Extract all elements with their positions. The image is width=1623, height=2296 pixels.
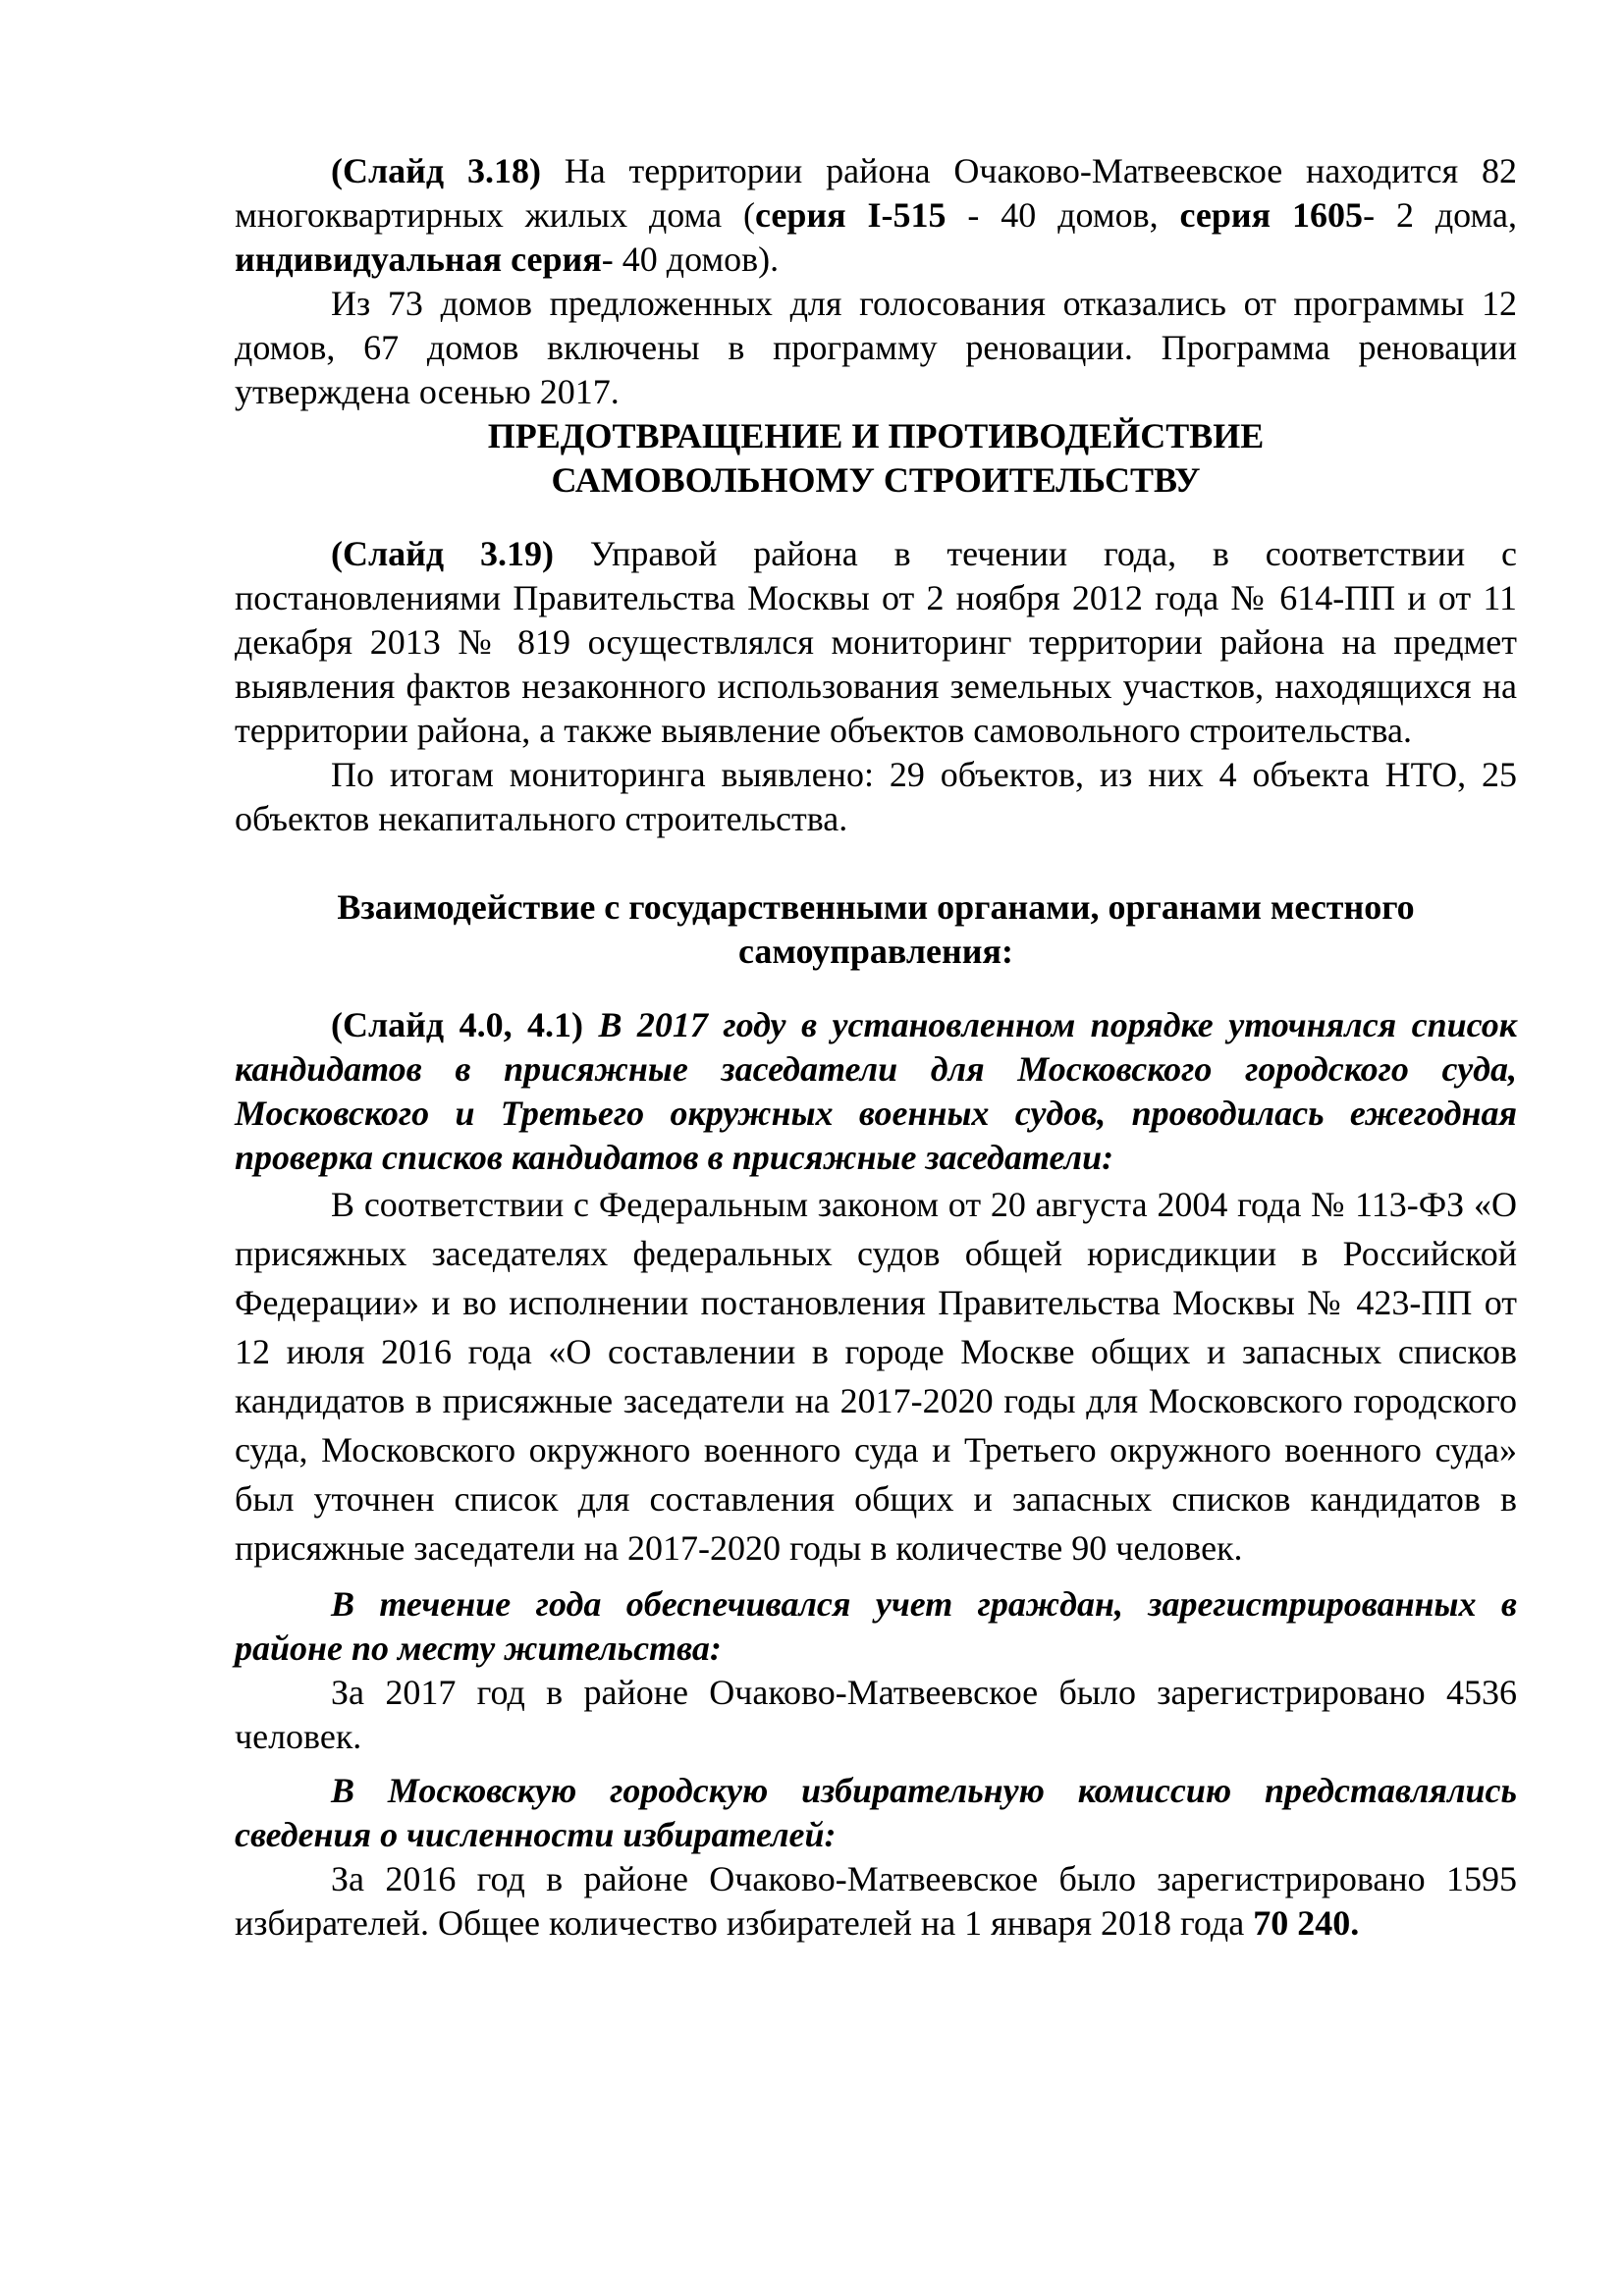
- italic-text: В 2017 году в установленном порядке уточнялся список кандидатов в присяжные заседатели для Московского городского суда, Московского и Третьего окружных военных судов, проводилась ежегодная проверка списков кандидатов в присяжные заседатели:: [235, 1005, 1518, 1177]
- slide-ref: (Слайд 3.18): [331, 151, 541, 190]
- section-heading-interaction: [235, 885, 1517, 974]
- section-heading-construction: [235, 414, 1517, 503]
- page-content: [235, 149, 1517, 1946]
- heading-line-2: САМОВОЛЬНОМУ СТРОИТЕЛЬСТВУ: [551, 460, 1201, 500]
- paragraph-registration-heading: В течение года обеспечивался учет граждан, зарегистрированных в районе по месту жительства:: [235, 1584, 1517, 1668]
- heading-line-2: самоуправления:: [738, 932, 1013, 971]
- paragraph-slide-4: [235, 1003, 1517, 1180]
- paragraph-renovation: Из 73 домов предложенных для голосования отказались от программы 12 домов, 67 домов включены в программу реновации. Программа реновации утверждена осенью 2017.: [235, 284, 1517, 411]
- bold-series: индивидуальная серия: [235, 240, 602, 279]
- text: Управой района в течении года, в соответствии с постановлениями Правительства Москвы от 2 ноября 2012 года № 614-ПП и от 11 декабря 2013 № 819 осуществлялся мониторинг территории района на предмет выявления фактов незаконного использования земельных участков, находящихся на территории района, а также выявление объектов самовольного строительства.: [235, 534, 1517, 750]
- paragraph-slide-3-18: [235, 149, 1517, 282]
- text: За 2016 год в районе Очаково-Матвеевское было зарегистрировано 1595 избирателей. Общее количество избирателей на 1 января 2018 года: [235, 1859, 1517, 1943]
- slide-ref: (Слайд 3.19): [331, 534, 554, 573]
- slide-ref: (Слайд 4.0, 4.1): [331, 1005, 584, 1044]
- paragraph-federal-law: В соответствии с Федеральным законом от 20 августа 2004 года № 113-ФЗ «О присяжных заседателях федеральных судов общей юрисдикции в Российской Федерации» и во исполнении постановления Правительства Москвы № 423-ПП от 12 июля 2016 года «О составлении в городе Москве общих и запасных списков кандидатов в присяжные заседатели на 2017-2020 годы для Московского городского суда, Московского окружного военного суда и Третьего окружного военного суда» был уточнен список для составления общих и запасных списков кандидатов в присяжные заседатели на 2017-2020 годы в количестве 90 человек.: [235, 1185, 1517, 1568]
- paragraph-slide-3-19: [235, 532, 1517, 753]
- text: - 40 домов,: [946, 195, 1180, 235]
- paragraph-election-commission: В Московскую городскую избирательную комиссию представлялись сведения о численности избирателей:: [235, 1771, 1517, 1854]
- paragraph-registration-count: За 2017 год в районе Очаково-Матвеевское было зарегистрировано 4536 человек.: [235, 1673, 1517, 1756]
- bold-series: серия 1605: [1179, 195, 1364, 235]
- paragraph-monitoring-results: По итогам мониторинга выявлено: 29 объектов, из них 4 объекта НТО, 25 объектов некапитального строительства.: [235, 755, 1517, 838]
- paragraph-voters: [235, 1857, 1517, 1946]
- text: - 2 дома,: [1363, 195, 1517, 235]
- heading-line-1: ПРЕДОТВРАЩЕНИЕ И ПРОТИВОДЕЙСТВИЕ: [487, 416, 1265, 455]
- voters-total: 70 240.: [1253, 1903, 1360, 1943]
- heading-line-1: Взаимодействие с государственными органами, органами местного: [337, 887, 1415, 927]
- text: - 40 домов).: [601, 240, 780, 279]
- bold-series: серия I-515: [755, 195, 947, 235]
- text: На территории района Очаково-Матвеевское находится 82 многоквартирных жилых дома (: [235, 151, 1517, 235]
